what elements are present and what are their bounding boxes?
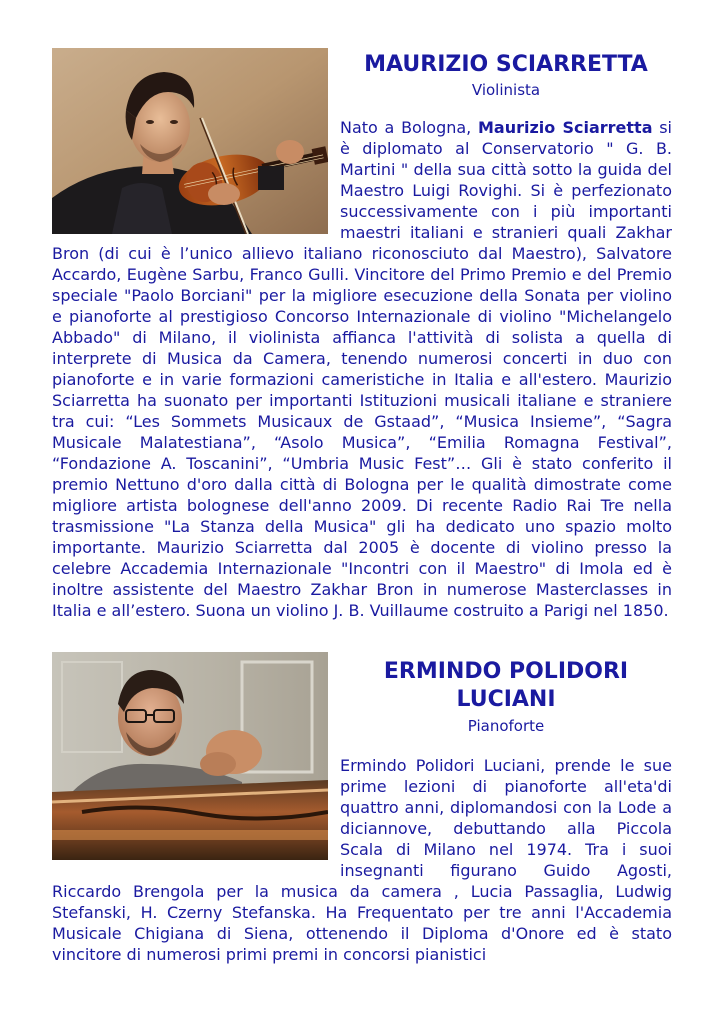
pianist-photo <box>52 652 328 860</box>
musician-role: Pianoforte <box>467 717 545 735</box>
header-polidori-luciani <box>340 652 672 736</box>
musician-role: Violinista <box>471 81 541 99</box>
bio-polidori-luciani <box>52 652 672 965</box>
bio-sciarretta <box>52 48 672 621</box>
header-sciarretta <box>340 48 672 100</box>
violinist-photo-illustration <box>52 48 328 234</box>
bio-body: si è diplomato al Conservatorio " G. B. Martini " della sua città sotto la guida del Maestro Luigi Rovighi. Si è perfezionato successivamente con i più importanti maestri italiani e stranieri quali Zakhar Bron (di cui è l’unico allievo italiano riconosciuto dal Maestro), Salvatore Accardo, Eugène Sarbu, Franco Gulli. Vincitore del Primo Premio e del Premio speciale "Paolo Borciani" per la migliore esecuzione della Sonata per violino e pianoforte al prestigioso Concorso Internazionale di violino "Michelangelo Abbado" di Milano, il violinista affianca l'attività di solista a quella di interprete di Musica da Camera, tenendo numerosi concerti in duo con pianoforte e in varie formazioni cameristiche in Italia e all'estero. Maurizio Sciarretta ha suonato per importanti Istituzioni musicali italiane e straniere tra cui: “Les Sommets Musicaux de Gstaad”, “Musica Insieme”, “Sagra Musicale Malatestiana”, “Asolo Musica”, “Emilia Romagna Festival”, “Fondazione A. Toscanini”, “Umbria Music Fest”… Gli è stato conferito il premio Nettuno d'oro dalla città di Bologna per le qualità dimostrate come migliore artista bolognese dell'anno 2009. Di recente Radio Rai Tre nella trasmissione "La Stanza della Musica" gli ha dedicato uno spazio molto importante. Maurizio Sciarretta dal 2005 è docente di violino presso la celebre Accademia Internazionale "Incontri con il Maestro" di Imola ed è inoltre assistente del Maestro Zakhar Bron in numerose Masterclasses in Italia e all’estero. Suona un violino J. B. Vuillaume costruito a Parigi nel 1850. <box>52 118 673 620</box>
violinist-photo <box>52 48 328 234</box>
pianist-photo-illustration <box>52 652 328 860</box>
bio-intro: Nato a Bologna, <box>340 118 478 137</box>
musician-name: MAURIZIO SCIARRETTA <box>364 52 648 77</box>
bio-text: Ermindo Polidori Luciani, prende le sue prime lezioni di pianoforte all'eta'di quattro anni, diplomandosi con la Lode a diciannove, debuttando alla Piccola Scala di Milano nel 1974. Tra i suoi insegnanti figurano Guido Agosti, Riccardo Brengola per la musica da camera , Lucia Passaglia, Ludwig Stefanski, H. Czerny Stefanska. Ha Frequentato per tre anni l'Accademia Musicale Chigiana di Siena, ottenendo il Diploma d'Onore ed è stato vincitore di numerosi primi premi in concorsi pianistici <box>52 756 672 964</box>
bio-name-bold: Maurizio Sciarretta <box>478 118 653 137</box>
musician-name: ERMINDO POLIDORI LUCIANI <box>383 659 629 712</box>
